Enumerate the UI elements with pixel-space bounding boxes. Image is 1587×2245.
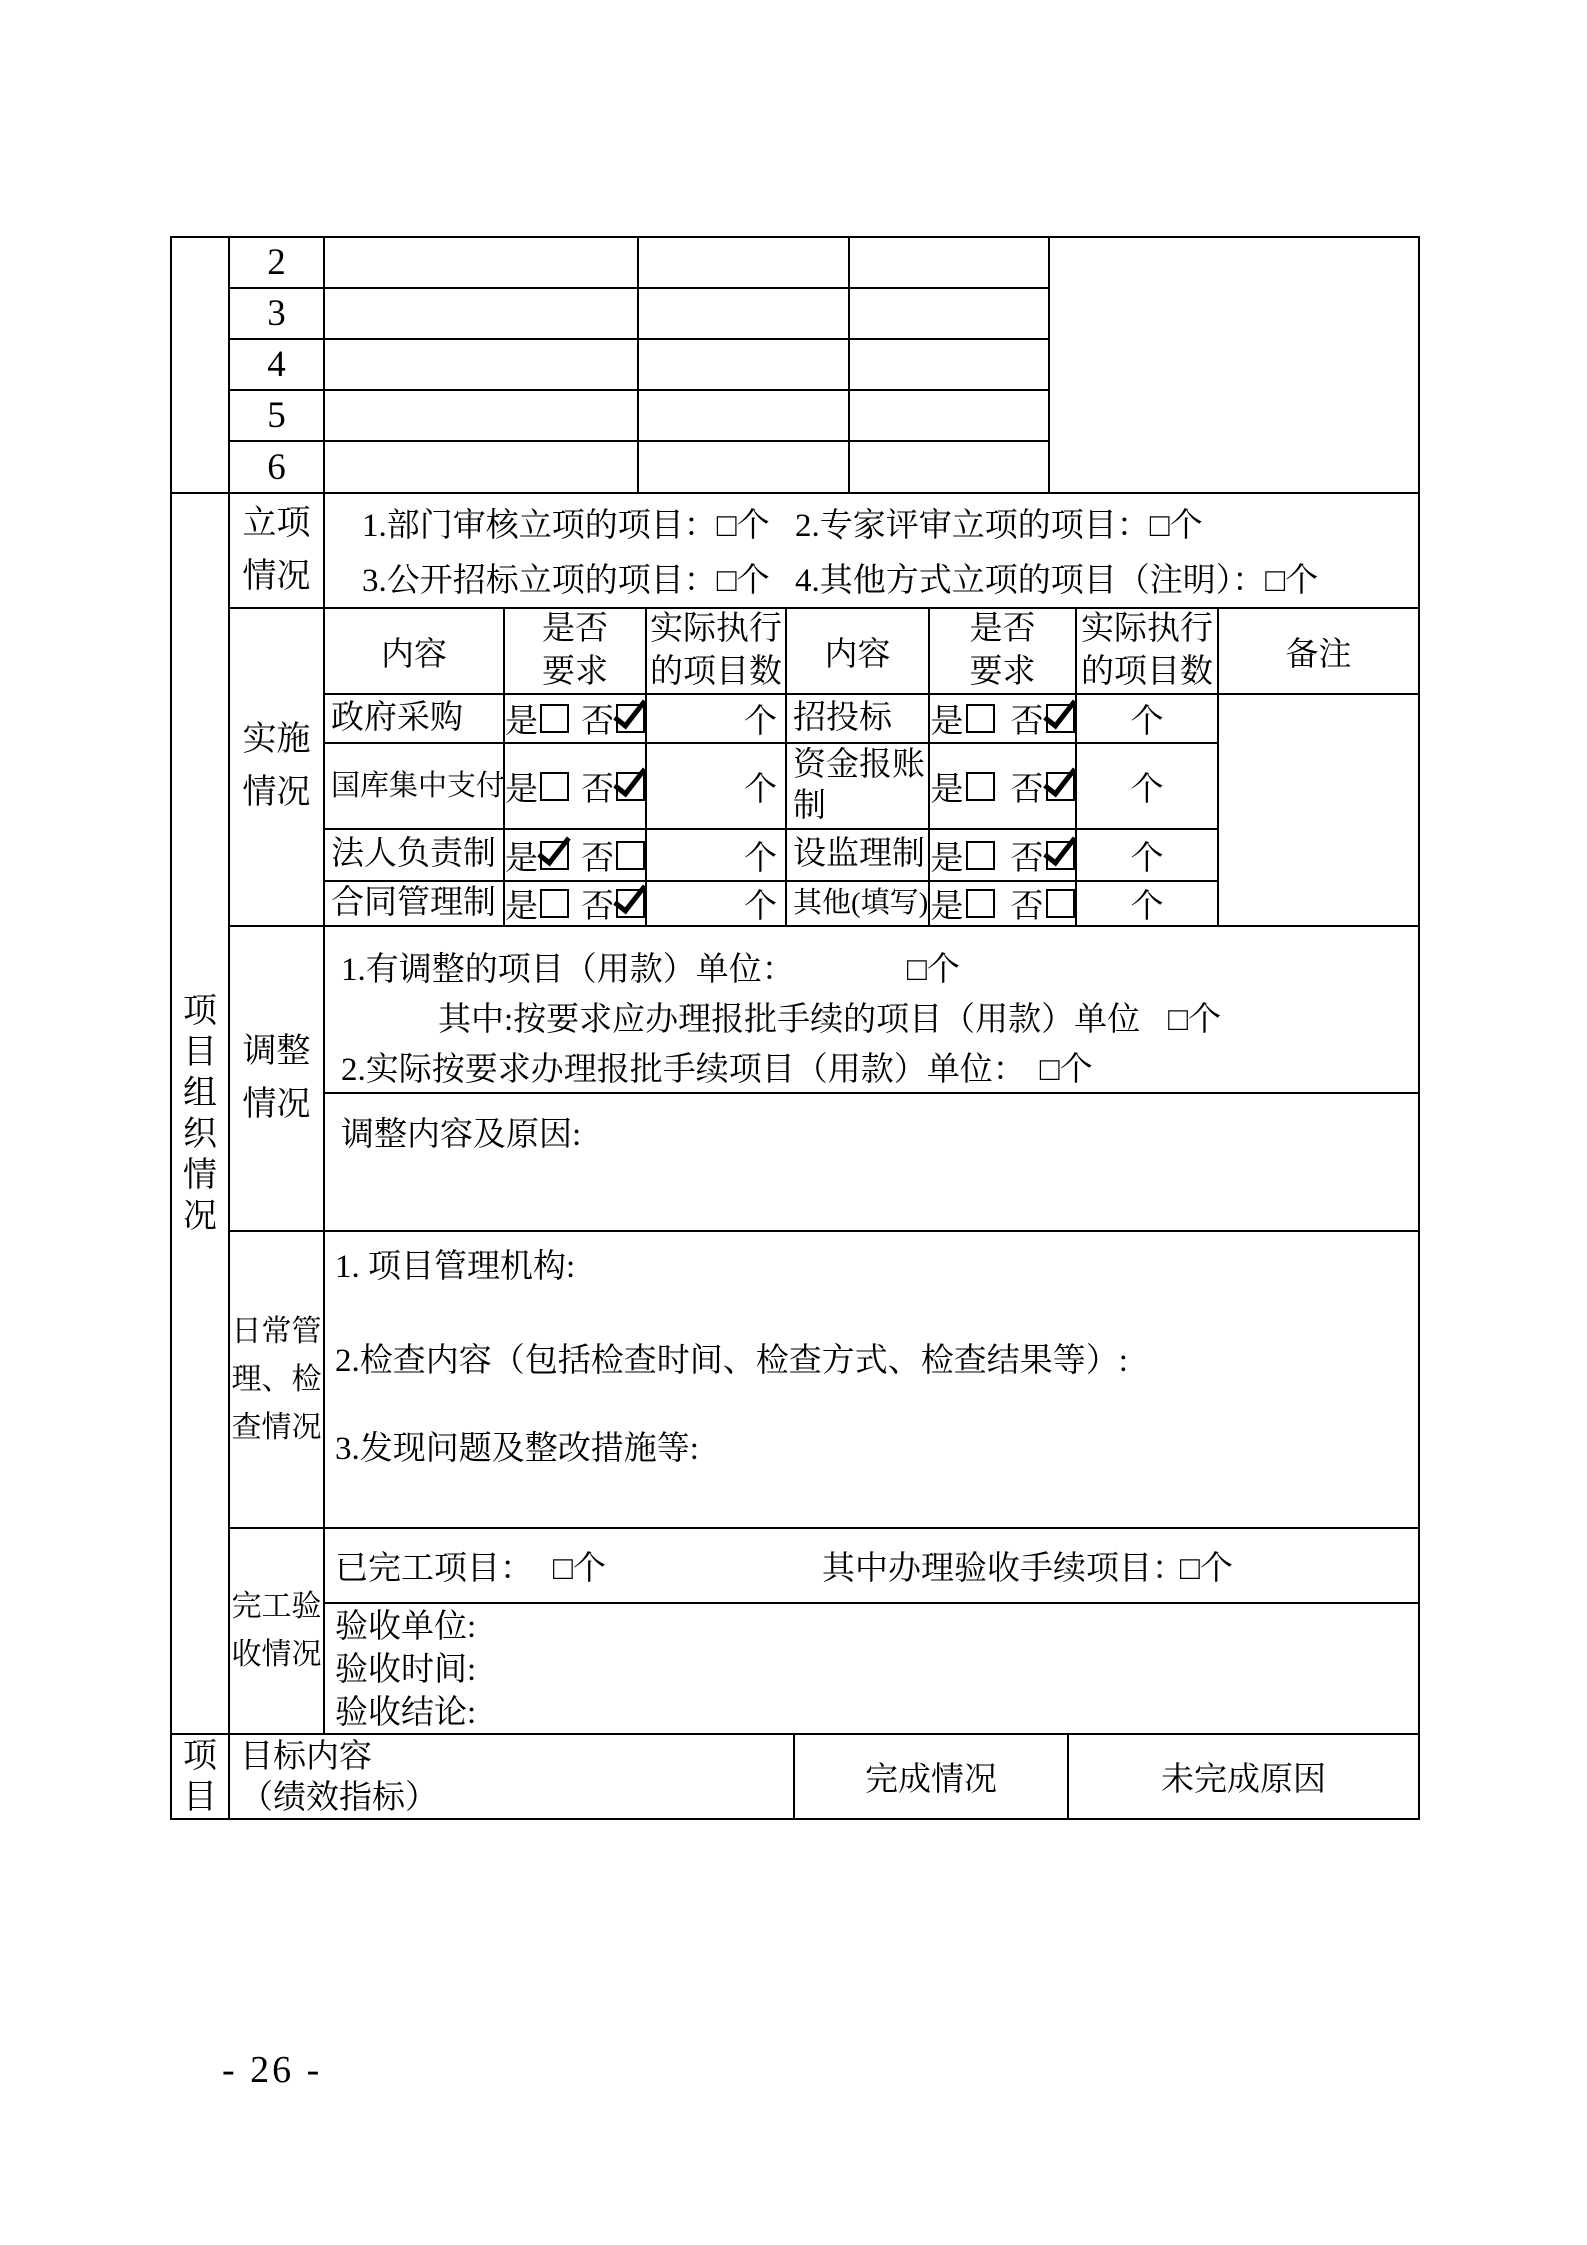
yes-checkbox [966,704,995,733]
target-content-header-cell [230,1735,795,1820]
impl-right-count: 个 [1077,882,1219,927]
empty-cell [325,238,639,289]
impl-right-required: 是 否 [930,830,1077,882]
impl-left-count: 个 [647,695,787,744]
impl-right-count: 个 [1077,695,1219,744]
page-number: - 26 - [222,2049,323,2091]
header-required-right: 是否要求 [930,609,1077,695]
report-table [170,236,1420,1820]
adjustment-count-1: □个 [907,951,960,988]
row-number-cell [230,289,325,340]
approval-content-cell [325,494,1420,609]
impl-left-required: 是 否 [505,744,647,830]
completion-detail-cell [325,1604,1420,1735]
impl-left-name: 国库集中支付 [325,744,505,830]
impl-left-count: 个 [647,882,787,927]
group-column-empty-top [172,238,230,494]
daily-management-label-cell [230,1232,325,1529]
impl-right-required: 是 否 [930,695,1077,744]
completion-label: 完工验收情况 [231,1590,322,1671]
remark-merged-cell [1219,695,1420,927]
target-content-line-2: （绩效指标） [240,1780,438,1816]
row-number-cell [230,391,325,442]
impl-right-name: 资金报账制 [787,744,930,830]
completion-label-cell [230,1529,325,1735]
daily-management-label: 日常管理、检查情况 [231,1314,322,1444]
empty-cell [325,289,639,340]
header-actual-right: 实际执行的项目数 [1077,609,1219,695]
empty-cell [639,442,850,494]
approval-line-2 [325,551,1418,603]
row-number: 5 [267,395,286,436]
approval-line-1 [325,494,1418,551]
empty-cell [639,391,850,442]
completion-status-header-cell: 完成情况 [795,1735,1069,1820]
yes-checkbox [966,841,995,870]
impl-right-name: 其他(填写) [787,882,930,927]
next-group-label-cell [172,1735,230,1820]
impl-right-count: 个 [1077,744,1219,830]
completed-count: □个 [553,1551,606,1587]
group-label-cell [172,494,230,1735]
impl-left-required: 是 否 [505,830,647,882]
no-checkbox [616,704,645,733]
accepted-count: □个 [1180,1551,1233,1587]
yes-checkbox [540,841,569,870]
adjustment-content-cell [325,927,1420,1094]
adjustment-reason-cell [325,1094,1420,1232]
daily-management-content-cell [325,1232,1420,1529]
no-checkbox [616,772,645,801]
implementation-label-cell [230,609,325,927]
impl-right-required: 是 否 [930,882,1077,927]
impl-right-count: 个 [1077,830,1219,882]
no-checkbox [616,841,645,870]
empty-cell [850,442,1050,494]
row-number: 6 [267,446,286,488]
row-number: 2 [267,242,286,283]
impl-left-required: 是 否 [505,695,647,744]
impl-left-name: 政府采购 [325,695,505,744]
daily-line-2: 2.检查内容（包括检查时间、检查方式、检查结果等）: [335,1343,1128,1379]
daily-line-1: 1. 项目管理机构: [335,1249,576,1285]
acceptance-conclusion-label: 验收结论: [335,1695,477,1731]
approval-item-4: 4.其他方式立项的项目（注明）：□个 [795,562,1319,599]
accepted-label: 其中办理验收手续项目： [822,1551,1185,1587]
header-actual-left: 实际执行的项目数 [647,609,787,695]
adjustment-count-2: □个 [1168,1001,1222,1038]
incomplete-reason-header-cell: 未完成原因 [1069,1735,1420,1820]
yes-checkbox [966,889,995,918]
no-checkbox [1046,889,1075,918]
no-checkbox [1046,772,1075,801]
approval-label: 立项情况 [242,504,311,595]
empty-cell [325,442,639,494]
no-checkbox [1046,704,1075,733]
adjustment-label-cell [230,927,325,1232]
group-label-vertical: 项目组织情况 [183,992,217,1235]
approval-label-cell [230,494,325,609]
empty-cell [639,340,850,391]
acceptance-time-label: 验收时间: [335,1652,477,1688]
impl-right-name: 设监理制 [787,830,930,882]
completion-summary-cell [325,1529,1420,1604]
adjustment-reason-label: 调整内容及原因: [341,1117,582,1153]
acceptance-unit-label: 验收单位: [335,1609,477,1645]
adjustment-line-1: 1.有调整的项目（用款）单位： □个 [325,941,1418,991]
empty-cell [639,238,850,289]
target-content-line-1: 目标内容 [240,1739,372,1775]
approval-item-1: 1.部门审核立项的项目：□个 [362,508,770,544]
yes-checkbox [540,772,569,801]
approval-item-3: 3.公开招标立项的项目：□个 [362,562,770,599]
impl-left-count: 个 [647,744,787,830]
impl-left-name: 法人负责制 [325,830,505,882]
approval-item-2: 2.专家评审立项的项目：□个 [795,508,1203,544]
header-content-left: 内容 [325,609,505,695]
empty-merged-cell [1050,238,1420,494]
impl-right-required: 是 否 [930,744,1077,830]
adjustment-label: 调整情况 [242,1032,311,1123]
next-group-label-vertical: 项目 [183,1737,217,1816]
adjustment-line-2: 其中:按要求应办理报批手续的项目（用款）单位 □个 [325,991,1418,1041]
header-required-left: 是否要求 [505,609,647,695]
empty-cell [850,340,1050,391]
header-remark: 备注 [1219,609,1420,695]
completed-label: 已完工项目： [335,1551,533,1587]
row-number: 4 [267,344,286,385]
empty-cell [850,289,1050,340]
empty-cell [325,391,639,442]
empty-cell [639,289,850,340]
implementation-label: 实施情况 [242,721,311,811]
row-number-cell [230,238,325,289]
yes-checkbox [540,704,569,733]
impl-left-required: 是 否 [505,882,647,927]
yes-checkbox [966,772,995,801]
adjustment-line-3: 2.实际按要求办理报批手续项目（用款）单位： □个 [325,1041,1418,1091]
daily-line-3: 3.发现问题及整改措施等: [335,1431,699,1467]
impl-right-name: 招投标 [787,695,930,744]
impl-left-name: 合同管理制 [325,882,505,927]
row-number-cell [230,442,325,494]
row-number-cell [230,340,325,391]
no-checkbox [616,889,645,918]
header-content-right: 内容 [787,609,930,695]
empty-cell [850,391,1050,442]
adjustment-count-3: □个 [1039,1051,1093,1088]
empty-cell [325,340,639,391]
no-checkbox [1046,841,1075,870]
yes-checkbox [540,889,569,918]
row-number: 3 [267,293,286,334]
empty-cell [850,238,1050,289]
impl-left-count: 个 [647,830,787,882]
